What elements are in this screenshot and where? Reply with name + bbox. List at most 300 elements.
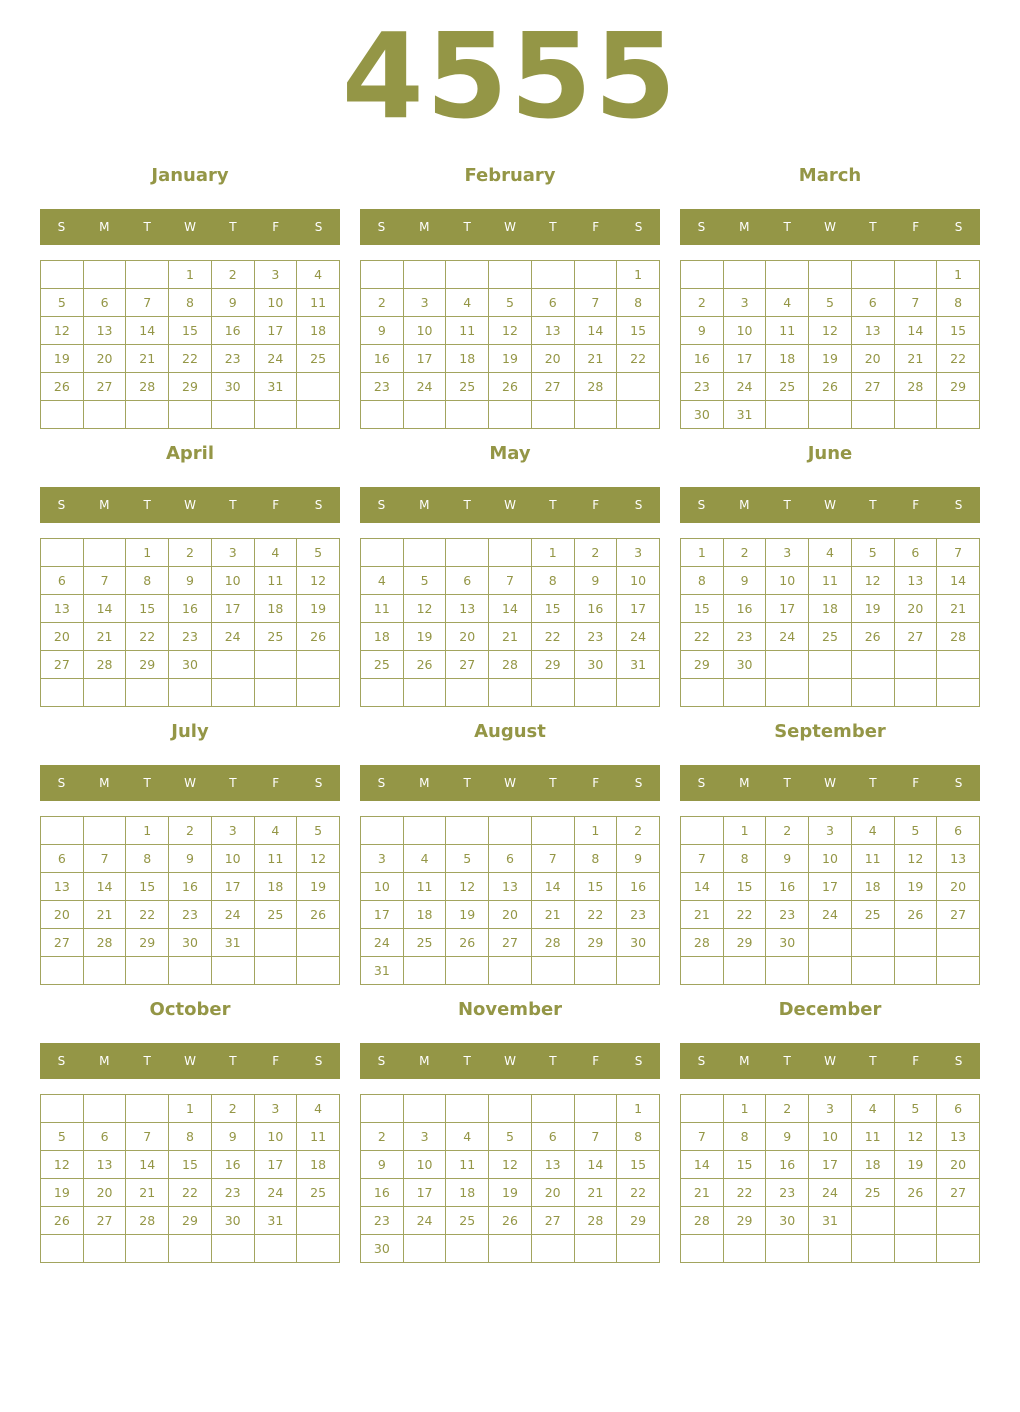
day-grid [360,538,660,707]
empty-day-cell [83,1095,126,1123]
day-cell: 22 [574,901,617,929]
empty-day-cell [446,401,489,429]
day-cell: 7 [126,289,169,317]
empty-day-cell [489,817,532,845]
day-cell: 31 [361,957,404,985]
day-cell: 2 [169,817,212,845]
empty-day-cell [766,957,809,985]
empty-day-cell [937,651,980,679]
empty-day-cell [211,1235,254,1263]
day-cell: 7 [83,845,126,873]
day-cell: 19 [403,623,446,651]
empty-day-cell [83,817,126,845]
empty-day-cell [446,679,489,707]
day-cell: 11 [446,1151,489,1179]
day-cell: 29 [531,651,574,679]
weekday-label: S [954,220,963,234]
empty-day-cell [41,817,84,845]
day-cell: 11 [766,317,809,345]
empty-day-cell [531,401,574,429]
day-cell: 21 [937,595,980,623]
day-cell: 18 [403,901,446,929]
weekday-label: T [869,498,877,512]
empty-day-cell [361,261,404,289]
day-cell: 11 [403,873,446,901]
empty-day-cell [617,373,660,401]
day-cell: 13 [531,317,574,345]
empty-day-cell [937,957,980,985]
week-row [41,651,340,679]
weekday-label: W [504,498,516,512]
day-cell: 7 [126,1123,169,1151]
day-cell: 19 [446,901,489,929]
weekday-label: S [314,1054,323,1068]
day-cell: 27 [851,373,894,401]
empty-day-cell [83,957,126,985]
day-cell: 8 [937,289,980,317]
empty-day-cell [169,679,212,707]
empty-day-cell [83,1235,126,1263]
day-cell: 11 [254,845,297,873]
empty-day-cell [297,401,340,429]
day-cell: 21 [574,1179,617,1207]
day-cell: 21 [531,901,574,929]
week-row [41,289,340,317]
day-cell: 20 [937,873,980,901]
week-row [41,1179,340,1207]
week-row [41,401,340,429]
day-cell: 7 [531,845,574,873]
empty-day-cell [361,401,404,429]
day-cell: 14 [574,317,617,345]
day-cell: 20 [83,1179,126,1207]
empty-day-cell [489,679,532,707]
weekday-label: F [912,776,920,790]
weekday-label: M [739,220,750,234]
day-cell: 19 [41,1179,84,1207]
day-cell: 22 [531,623,574,651]
month-name: June [807,443,853,464]
day-cell: 3 [766,539,809,567]
empty-day-cell [894,401,937,429]
day-cell: 10 [361,873,404,901]
day-cell: 21 [83,901,126,929]
empty-day-cell [361,1095,404,1123]
month-name: March [798,165,862,186]
week-row [681,345,980,373]
day-cell: 15 [681,595,724,623]
day-cell: 16 [361,1179,404,1207]
weekday-label: W [184,498,196,512]
day-cell: 12 [41,1151,84,1179]
empty-day-cell [531,957,574,985]
day-cell: 17 [403,1179,446,1207]
day-cell: 13 [489,873,532,901]
day-cell: 11 [297,1123,340,1151]
day-cell: 29 [169,373,212,401]
day-cell: 2 [766,817,809,845]
month-name: December [778,999,882,1020]
month-name: November [457,999,563,1020]
day-cell: 18 [361,623,404,651]
day-cell: 5 [851,539,894,567]
empty-day-cell [531,261,574,289]
day-cell: 4 [766,289,809,317]
week-row [361,1179,660,1207]
day-cell: 20 [83,345,126,373]
day-cell: 17 [211,595,254,623]
day-cell: 17 [809,1151,852,1179]
empty-day-cell [211,957,254,985]
weekday-label: W [824,498,836,512]
day-cell: 4 [361,567,404,595]
day-cell: 26 [894,901,937,929]
day-cell: 26 [446,929,489,957]
day-cell: 30 [723,651,766,679]
day-cell: 3 [809,817,852,845]
weekday-label: F [272,498,280,512]
day-grid [680,816,980,985]
day-cell: 27 [41,929,84,957]
day-cell: 7 [489,567,532,595]
day-cell: 26 [297,623,340,651]
day-cell: 10 [723,317,766,345]
empty-day-cell [489,539,532,567]
day-cell: 28 [531,929,574,957]
weekday-label: S [634,220,643,234]
empty-day-cell [254,1235,297,1263]
day-cell: 14 [681,873,724,901]
weekday-label: S [954,1054,963,1068]
week-row [681,261,980,289]
day-cell: 23 [617,901,660,929]
day-cell: 11 [446,317,489,345]
day-cell: 4 [446,1123,489,1151]
weekday-label: S [697,1054,706,1068]
weekday-label: W [184,1054,196,1068]
day-cell: 16 [766,1151,809,1179]
month-name: July [171,721,209,742]
week-row [681,623,980,651]
week-row [681,1207,980,1235]
weekday-label: S [57,776,66,790]
day-cell: 2 [617,817,660,845]
empty-day-cell [254,679,297,707]
day-cell: 6 [937,1095,980,1123]
day-cell: 19 [297,595,340,623]
empty-day-cell [531,1095,574,1123]
empty-day-cell [446,539,489,567]
day-cell: 22 [169,345,212,373]
day-cell: 18 [254,873,297,901]
day-cell: 18 [446,345,489,373]
empty-day-cell [574,679,617,707]
weekday-label: W [824,220,836,234]
empty-day-cell [41,261,84,289]
day-cell: 25 [851,901,894,929]
weekday-label: S [314,776,323,790]
day-cell: 14 [489,595,532,623]
week-row [361,873,660,901]
day-cell: 8 [169,1123,212,1151]
empty-day-cell [169,401,212,429]
day-cell: 5 [41,289,84,317]
week-row [361,401,660,429]
empty-day-cell [211,679,254,707]
weekday-label: S [314,498,323,512]
empty-day-cell [254,401,297,429]
day-cell: 30 [361,1235,404,1263]
day-cell: 19 [41,345,84,373]
day-grid [680,260,980,429]
day-cell: 9 [211,289,254,317]
day-cell: 26 [809,373,852,401]
day-cell: 4 [851,817,894,845]
day-cell: 26 [489,373,532,401]
day-cell: 15 [126,595,169,623]
day-cell: 12 [894,845,937,873]
day-grid [360,260,660,429]
day-cell: 25 [446,373,489,401]
weekday-label: T [229,1054,237,1068]
empty-day-cell [681,1235,724,1263]
week-row [41,539,340,567]
day-cell: 15 [723,1151,766,1179]
weekday-header [360,209,660,245]
day-cell: 18 [446,1179,489,1207]
empty-day-cell [617,679,660,707]
empty-day-cell [254,957,297,985]
empty-day-cell [937,929,980,957]
day-cell: 27 [83,1207,126,1235]
day-cell: 8 [617,289,660,317]
day-cell: 16 [766,873,809,901]
month-name: January [151,165,229,186]
day-cell: 12 [489,1151,532,1179]
day-cell: 12 [809,317,852,345]
empty-day-cell [403,679,446,707]
day-cell: 28 [681,929,724,957]
week-row [41,901,340,929]
day-grid [40,538,340,707]
weekday-label: M [419,220,430,234]
empty-day-cell [851,261,894,289]
day-cell: 29 [126,929,169,957]
day-cell: 4 [297,261,340,289]
day-cell: 22 [126,901,169,929]
weekday-label: T [463,776,471,790]
empty-day-cell [894,1235,937,1263]
day-cell: 30 [766,929,809,957]
day-cell: 16 [617,873,660,901]
day-cell: 8 [723,1123,766,1151]
month-name: August [474,721,546,742]
empty-day-cell [41,679,84,707]
day-cell: 9 [574,567,617,595]
weekday-label: S [377,776,386,790]
week-row [41,567,340,595]
day-cell: 12 [403,595,446,623]
year-title: 4555 [341,7,679,145]
empty-day-cell [937,679,980,707]
weekday-label: T [783,776,791,790]
day-cell: 30 [766,1207,809,1235]
day-cell: 17 [254,1151,297,1179]
day-cell: 4 [809,539,852,567]
weekday-label: W [504,1054,516,1068]
day-cell: 2 [169,539,212,567]
empty-day-cell [297,373,340,401]
weekday-label: M [739,1054,750,1068]
day-cell: 21 [574,345,617,373]
empty-day-cell [894,261,937,289]
day-cell: 22 [937,345,980,373]
weekday-label: F [272,1054,280,1068]
week-row [681,567,980,595]
day-cell: 7 [681,1123,724,1151]
day-cell: 7 [937,539,980,567]
weekday-label: T [143,776,151,790]
week-row [361,567,660,595]
day-cell: 12 [297,567,340,595]
empty-day-cell [83,401,126,429]
day-cell: 20 [851,345,894,373]
weekday-label: S [377,220,386,234]
weekday-label: T [549,776,557,790]
week-row [681,873,980,901]
day-cell: 18 [766,345,809,373]
day-cell: 13 [937,845,980,873]
empty-day-cell [574,957,617,985]
empty-day-cell [403,401,446,429]
weekday-label: M [419,776,430,790]
day-cell: 20 [531,345,574,373]
day-cell: 6 [41,567,84,595]
day-cell: 15 [531,595,574,623]
day-cell: 23 [211,1179,254,1207]
empty-day-cell [41,401,84,429]
day-cell: 21 [83,623,126,651]
day-cell: 3 [254,261,297,289]
day-cell: 26 [403,651,446,679]
week-row [361,1207,660,1235]
empty-day-cell [531,679,574,707]
weekday-label: S [697,776,706,790]
weekday-label: S [57,1054,66,1068]
day-cell: 6 [531,1123,574,1151]
day-cell: 21 [489,623,532,651]
week-row [681,1235,980,1263]
empty-day-cell [489,401,532,429]
week-row [41,929,340,957]
day-cell: 20 [41,901,84,929]
day-cell: 27 [41,651,84,679]
day-cell: 27 [937,1179,980,1207]
empty-day-cell [681,957,724,985]
weekday-label: W [184,220,196,234]
day-cell: 15 [937,317,980,345]
empty-day-cell [574,1095,617,1123]
day-cell: 23 [361,1207,404,1235]
week-row [41,373,340,401]
day-cell: 13 [937,1123,980,1151]
month-name: October [149,999,231,1020]
day-cell: 23 [361,373,404,401]
empty-day-cell [297,679,340,707]
day-cell: 28 [574,1207,617,1235]
week-row [681,1151,980,1179]
week-row [681,679,980,707]
day-cell: 20 [446,623,489,651]
weekday-label: F [592,498,600,512]
week-row [681,957,980,985]
week-row [681,539,980,567]
empty-day-cell [766,1235,809,1263]
day-cell: 26 [41,1207,84,1235]
day-cell: 8 [617,1123,660,1151]
day-cell: 6 [489,845,532,873]
empty-day-cell [851,929,894,957]
day-cell: 24 [361,929,404,957]
day-cell: 24 [211,623,254,651]
empty-day-cell [681,261,724,289]
day-cell: 18 [254,595,297,623]
day-cell: 25 [851,1179,894,1207]
weekday-label: S [57,498,66,512]
week-row [681,1123,980,1151]
day-cell: 27 [937,901,980,929]
weekday-header [680,487,980,523]
day-cell: 30 [617,929,660,957]
day-cell: 27 [489,929,532,957]
weekday-header [680,1043,980,1079]
day-cell: 13 [531,1151,574,1179]
day-cell: 5 [297,539,340,567]
empty-day-cell [809,651,852,679]
week-row [41,845,340,873]
empty-day-cell [809,929,852,957]
day-cell: 9 [766,1123,809,1151]
day-cell: 13 [894,567,937,595]
day-cell: 20 [531,1179,574,1207]
day-cell: 6 [41,845,84,873]
empty-day-cell [937,1235,980,1263]
empty-day-cell [809,401,852,429]
empty-day-cell [489,1095,532,1123]
weekday-label: T [463,498,471,512]
week-row [41,623,340,651]
empty-day-cell [574,401,617,429]
empty-day-cell [681,1095,724,1123]
day-cell: 7 [894,289,937,317]
day-cell: 17 [361,901,404,929]
week-row [681,595,980,623]
day-cell: 19 [297,873,340,901]
weekday-label: T [229,498,237,512]
week-row [361,595,660,623]
weekday-header [40,209,340,245]
day-cell: 31 [617,651,660,679]
day-cell: 3 [211,539,254,567]
weekday-label: W [504,220,516,234]
week-row [361,1235,660,1263]
day-cell: 5 [809,289,852,317]
empty-day-cell [894,929,937,957]
day-cell: 20 [489,901,532,929]
empty-day-cell [83,261,126,289]
weekday-label: T [869,1054,877,1068]
day-cell: 19 [894,1151,937,1179]
